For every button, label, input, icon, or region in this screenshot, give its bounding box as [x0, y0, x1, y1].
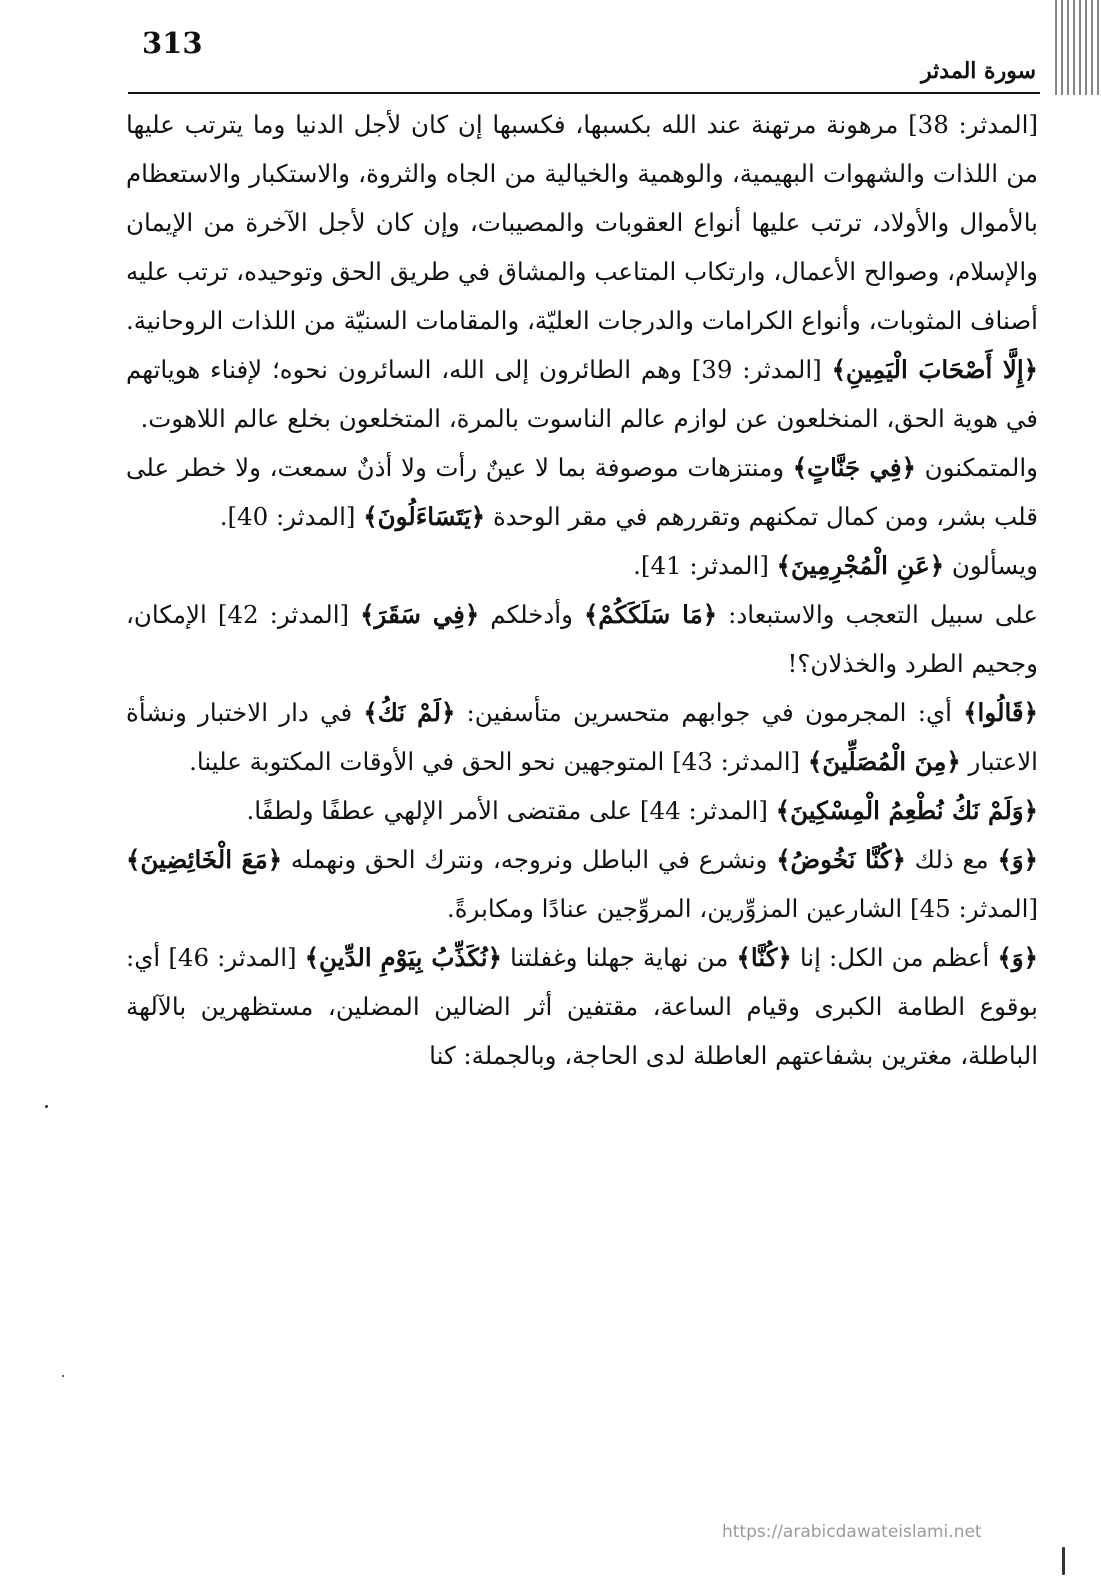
quran-quote: ﴿يَتَسَاءَلُونَ﴾ [363, 502, 486, 531]
surah-title: سورة المدثر [921, 58, 1036, 84]
quran-quote: ﴿إِلَّا أَصْحَابَ الْيَمِينِ﴾ [831, 355, 1038, 384]
paragraph [126, 443, 1038, 541]
commentary-segment: ويسألون [944, 551, 1038, 580]
paragraph [126, 590, 1038, 688]
quran-quote: ﴿كُنَّا نَخُوضُ﴾ [776, 845, 906, 874]
page-header [128, 20, 1040, 94]
commentary-segment: وأدخلكم [479, 600, 584, 629]
quran-quote: ﴿مِنَ الْمُصَلِّينَ﴾ [807, 747, 961, 776]
scan-speck [45, 1105, 48, 1108]
commentary-segment: على سبيل التعجب والاستبعاد: [717, 600, 1038, 629]
commentary-segment: من نهاية جهلنا وغفلتنا [501, 943, 737, 972]
commentary-segment: ونشرع في الباطل ونروجه، ونترك الحق ونهمله [282, 845, 777, 874]
scan-speck [1062, 1547, 1065, 1575]
paragraph [126, 933, 1038, 1080]
commentary-segment: [المدثر: 43] المتوجهين نحو الحق في الأوقات المكتوبة علينا. [189, 747, 808, 776]
quran-quote: ﴿وَلَمْ نَكُ نُطْعِمُ الْمِسْكِينَ﴾ [775, 796, 1038, 825]
quran-quote: ﴿مَا سَلَكَكُمْ﴾ [583, 600, 718, 629]
commentary-segment: مع ذلك [905, 845, 998, 874]
commentary-segment: [المدثر: 42] الإمكان، وجحيم الطرد والخذلان؟! [126, 600, 1038, 678]
quran-quote: ﴿عَنِ الْمُجْرِمِينَ﴾ [776, 551, 945, 580]
commentary-segment: أي: المجرمون في جوابهم متحسرين متأسفين: [455, 698, 964, 727]
commentary-segment: [المدثر: 39] وهم الطائرون إلى الله، السائرون نحوه؛ لإفناء هوياتهم في هوية الحق، المنخلعون عن لوازم عالم الناسوت بالمرة، المتخلعون بخلع عالم اللاهوت. [126, 355, 1038, 433]
scan-speck [62, 1375, 64, 1377]
paragraph [126, 688, 1038, 786]
commentary-segment: والمتمكنون [915, 453, 1038, 482]
commentary-text [126, 100, 1038, 1080]
commentary-segment: [المدثر: 45] الشارعين المزوِّرين، المروِّجين عنادًا ومكابرةً. [446, 894, 1038, 923]
commentary-segment: [المدثر: 40]. [219, 502, 364, 531]
quran-quote: ﴿فِي جَنَّاتٍ﴾ [792, 453, 916, 482]
paragraph [126, 541, 1038, 590]
commentary-segment: أعظم من الكل: إنا [791, 943, 998, 972]
commentary-segment: [المدثر: 38] مرهونة مرتهنة عند الله بكسبها، فكسبها إن كان لأجل الدنيا وما يترتب عليها من اللذات والشهوات البهيمية، والوهمية والخيالية من الجاه والثروة، والاستكبار والاستعظام بالأموال والأولاد، ترتب عليها أنواع العقوبات والمصيبات، وإن كان لأجل الآخرة من الإيمان والإسلام، وصوالح الأعمال، وارتكاب المتاعب والمشاق في طريق الحق وتوحيده، ترتب عليه أصناف المثوبات، وأنواع الكرامات والدرجات العليّة، والمقامات السنيّة من اللذات الروحانية. [126, 110, 1038, 335]
quran-quote: ﴿مَعَ الْخَائِضِينَ﴾ [126, 845, 283, 874]
scan-edge-artifact [1055, 0, 1101, 95]
commentary-segment: [المدثر: 44] على مقتضى الأمر الإلهي عطفًا ولطفًا. [246, 796, 776, 825]
quran-quote: ﴿نُكَذِّبُ بِيَوْمِ الدِّينِ﴾ [304, 943, 502, 972]
quran-quote: ﴿كُنَّا﴾ [736, 943, 792, 972]
commentary-segment: [المدثر: 41]. [633, 551, 777, 580]
quran-quote: ﴿قَالُوا﴾ [963, 698, 1039, 727]
quran-quote: ﴿وَ﴾ [997, 845, 1038, 874]
commentary-segment: ومنتزهات موصوفة بما لا عينٌ رأت ولا أذنٌ سمعت، ولا خطر على قلب بشر، ومن كمال تمكنهم وتقررهم في مقر الوحدة [126, 453, 1038, 531]
website-watermark: https://arabicdawateislami.net [722, 1522, 982, 1542]
paragraph [126, 835, 1038, 933]
paragraph [126, 345, 1038, 443]
quran-quote: ﴿وَ﴾ [997, 943, 1038, 972]
quran-quote: ﴿لَمْ نَكُ﴾ [363, 698, 456, 727]
page-number: 313 [142, 26, 203, 60]
commentary-segment: [المدثر: 46] أي: بوقوع الطامة الكبرى وقيام الساعة، مقتفين أثر الضالين المضلين، مستظهرين بالآلهة الباطلة، مغترين بشفاعتهم العاطلة لدى الحاجة، وبالجملة: كنا [126, 943, 1038, 1070]
commentary-segment: في دار الاختبار ونشأة الاعتبار [126, 698, 1038, 776]
paragraph [126, 786, 1038, 835]
paragraph [126, 100, 1038, 345]
quran-quote: ﴿فِي سَقَرَ﴾ [360, 600, 480, 629]
